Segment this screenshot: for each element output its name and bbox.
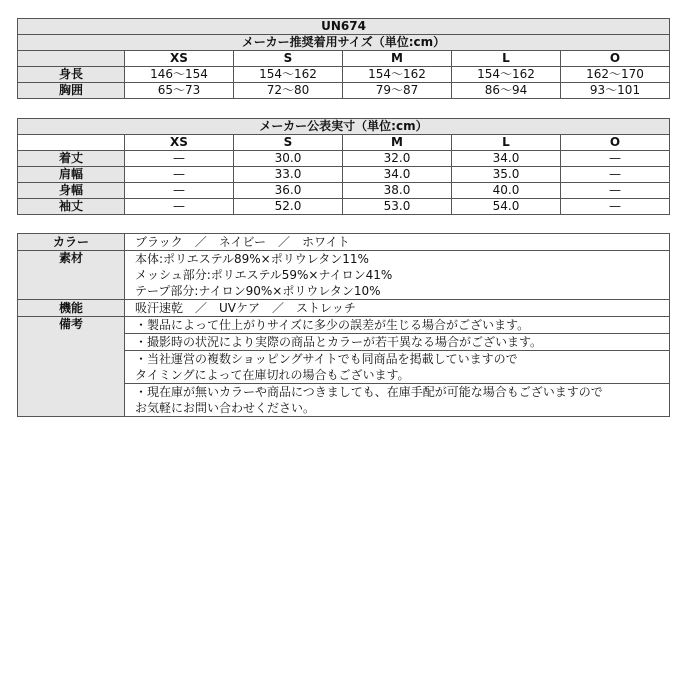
table-cell: —: [125, 199, 234, 215]
row-label-sleeve: 袖丈: [18, 199, 125, 215]
material-value: [125, 251, 670, 300]
table-cell: —: [561, 167, 670, 183]
table-cell: 146〜154: [125, 67, 234, 83]
table-cell: —: [125, 151, 234, 167]
spec-table: [17, 233, 670, 417]
note-item: [125, 384, 670, 417]
table-row: [18, 300, 670, 317]
table-row: [18, 83, 670, 99]
table-cell: 86〜94: [452, 83, 561, 99]
table-row: [18, 183, 670, 199]
size-col-s: S: [234, 135, 343, 151]
size-header-row: [18, 135, 670, 151]
color-label: カラー: [18, 234, 125, 251]
table-cell: 93〜101: [561, 83, 670, 99]
note-item: [125, 351, 670, 384]
row-label-shoulder: 肩幅: [18, 167, 125, 183]
table-cell: 34.0: [452, 151, 561, 167]
color-value: ブラック ／ ネイビー ／ ホワイト: [125, 234, 670, 251]
row-label-height: 身長: [18, 67, 125, 83]
table-cell: 154〜162: [452, 67, 561, 83]
table-row: [18, 67, 670, 83]
table-cell: —: [561, 183, 670, 199]
note-line: ・製品によって仕上がりサイズに多少の誤差が生じる場合がございます。: [135, 318, 530, 332]
table-cell: 72〜80: [234, 83, 343, 99]
table-cell: —: [125, 183, 234, 199]
row-label-length: 着丈: [18, 151, 125, 167]
material-line: テープ部分:ナイロン90%×ポリウレタン10%: [135, 284, 381, 298]
corner-cell: [18, 51, 125, 67]
note-line: ・当社運営の複数ショッピングサイトでも同商品を掲載していますので: [135, 352, 518, 366]
table-cell: 36.0: [234, 183, 343, 199]
row-label-width: 身幅: [18, 183, 125, 199]
table-cell: 154〜162: [343, 67, 452, 83]
note-line: ・撮影時の状況により実際の商品とカラーが若干異なる場合がございます。: [135, 335, 543, 349]
measurement-table: [17, 118, 670, 215]
table-row: [18, 199, 670, 215]
corner-cell: [18, 135, 125, 151]
table-cell: 154〜162: [234, 67, 343, 83]
table-cell: 34.0: [343, 167, 452, 183]
size-header-row: [18, 51, 670, 67]
table-row: [18, 167, 670, 183]
note-item: [125, 317, 670, 334]
function-label: 機能: [18, 300, 125, 317]
note-line: タイミングによって在庫切れの場合もございます。: [135, 368, 410, 382]
table-cell: 40.0: [452, 183, 561, 199]
size-col-s: S: [234, 51, 343, 67]
table-cell: 52.0: [234, 199, 343, 215]
size-col-o: O: [561, 51, 670, 67]
product-code: UN674: [18, 19, 670, 35]
table-cell: 162〜170: [561, 67, 670, 83]
size-col-l: L: [452, 135, 561, 151]
recommended-size-table: [17, 18, 670, 99]
size-col-xs: XS: [125, 51, 234, 67]
measurement-table-title: メーカー公表実寸（単位:cm）: [18, 119, 670, 135]
table-row: [18, 151, 670, 167]
size-col-xs: XS: [125, 135, 234, 151]
table-row: [18, 251, 670, 300]
table-cell: 54.0: [452, 199, 561, 215]
table-row: [18, 317, 670, 334]
note-item: [125, 334, 670, 351]
table-cell: 79〜87: [343, 83, 452, 99]
table-cell: —: [125, 167, 234, 183]
table-cell: 35.0: [452, 167, 561, 183]
size-table-title: メーカー推奨着用サイズ（単位:cm）: [18, 35, 670, 51]
table-cell: 38.0: [343, 183, 452, 199]
row-label-chest: 胸囲: [18, 83, 125, 99]
function-value: 吸汗速乾 ／ UVケア ／ ストレッチ: [125, 300, 670, 317]
note-line: ・現在庫が無いカラーや商品につきましても、在庫手配が可能な場合もございますので: [135, 385, 603, 399]
size-col-m: M: [343, 51, 452, 67]
table-cell: 53.0: [343, 199, 452, 215]
note-line: お気軽にお問い合わせください。: [135, 401, 316, 415]
table-cell: 33.0: [234, 167, 343, 183]
size-col-o: O: [561, 135, 670, 151]
table-row: [18, 234, 670, 251]
size-col-l: L: [452, 51, 561, 67]
table-cell: 32.0: [343, 151, 452, 167]
notes-label: 備考: [18, 317, 125, 417]
table-cell: —: [561, 151, 670, 167]
material-label: 素材: [18, 251, 125, 300]
table-cell: —: [561, 199, 670, 215]
table-cell: 30.0: [234, 151, 343, 167]
size-col-m: M: [343, 135, 452, 151]
table-cell: 65〜73: [125, 83, 234, 99]
material-line: メッシュ部分:ポリエステル59%×ナイロン41%: [135, 268, 393, 282]
material-line: 本体:ポリエステル89%×ポリウレタン11%: [135, 252, 369, 266]
